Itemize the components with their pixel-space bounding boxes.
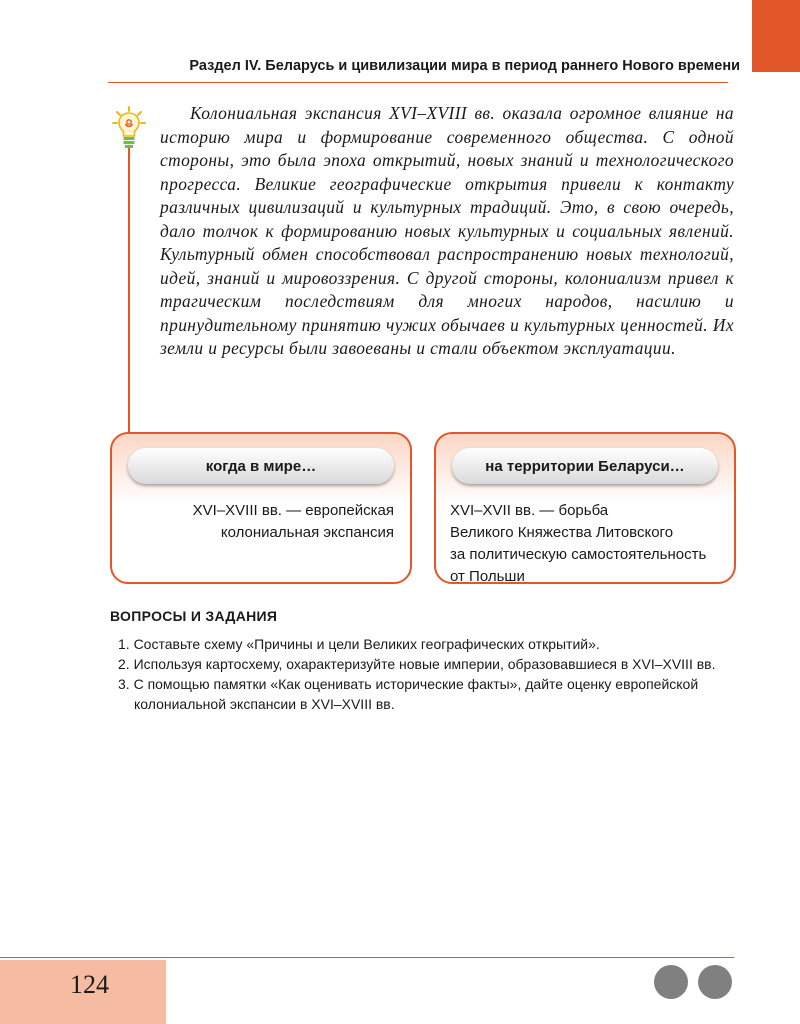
belarus-text-line: от Польши — [450, 568, 525, 585]
belarus-box — [434, 432, 736, 584]
intro-accent-line — [128, 148, 130, 438]
footer-dot — [654, 965, 688, 999]
belarus-heading: на территории Беларуси… — [452, 448, 718, 484]
question-item: 1. Составьте схему «Причины и цели Великих географических открытий». — [118, 636, 600, 652]
section-title: Раздел IV. Беларусь и цивилизации мира в период раннего Нового времени — [189, 58, 740, 74]
belarus-text-line: Великого Княжества Литовского — [450, 524, 674, 541]
world-text-line: XVI–XVIII вв. — европейская — [192, 502, 394, 519]
questions-list — [118, 634, 738, 714]
question-item: 2. Используя картосхему, охарактеризуйте новые империи, образовавшиеся в XVI–XVIII вв. — [118, 656, 716, 672]
question-item: 3. С помощью памятки «Как оценивать исторические факты», дайте оценку европейской колониальной экспансии в XVI–XVIII вв. — [118, 676, 699, 712]
corner-tab — [752, 0, 800, 72]
page-number: 124 — [70, 970, 109, 999]
belarus-text — [450, 500, 724, 588]
header-divider — [108, 82, 728, 83]
footer-divider — [0, 957, 734, 958]
lightbulb-icon — [112, 106, 146, 150]
questions-title: ВОПРОСЫ И ЗАДАНИЯ — [110, 608, 278, 624]
belarus-text-line: за политическую самостоятельность — [450, 546, 707, 563]
world-text — [124, 500, 394, 544]
belarus-text-line: XVI–XVII вв. — борьба — [450, 502, 609, 519]
world-box — [110, 432, 412, 584]
world-text-line: колониальная экспансия — [220, 524, 394, 541]
footer-dot — [698, 965, 732, 999]
intro-paragraph: Колониальная экспансия XVI–XVIII вв. оказала огромное влияние на историю мира и формирование современного общества. С одной стороны, это была эпоха открытий, новых знаний и технологического прогресса. Великие географические открытия привели к контакту различных цивилизаций и культурных традиций. Это, в свою очередь, дало толчок к формированию новых культурных и социальных явлений. Культурный обмен способствовал распространению новых технологий, идей, знаний и мировоззрения. С другой стороны, колониализм привел к трагическим последствиям для многих народов, насилию и принудительному принятию чужих обычаев и культурных ценностей. Их земли и ресурсы были завоеваны и стали объектом эксплуатации. — [160, 103, 734, 358]
world-heading: когда в мире… — [128, 448, 394, 484]
